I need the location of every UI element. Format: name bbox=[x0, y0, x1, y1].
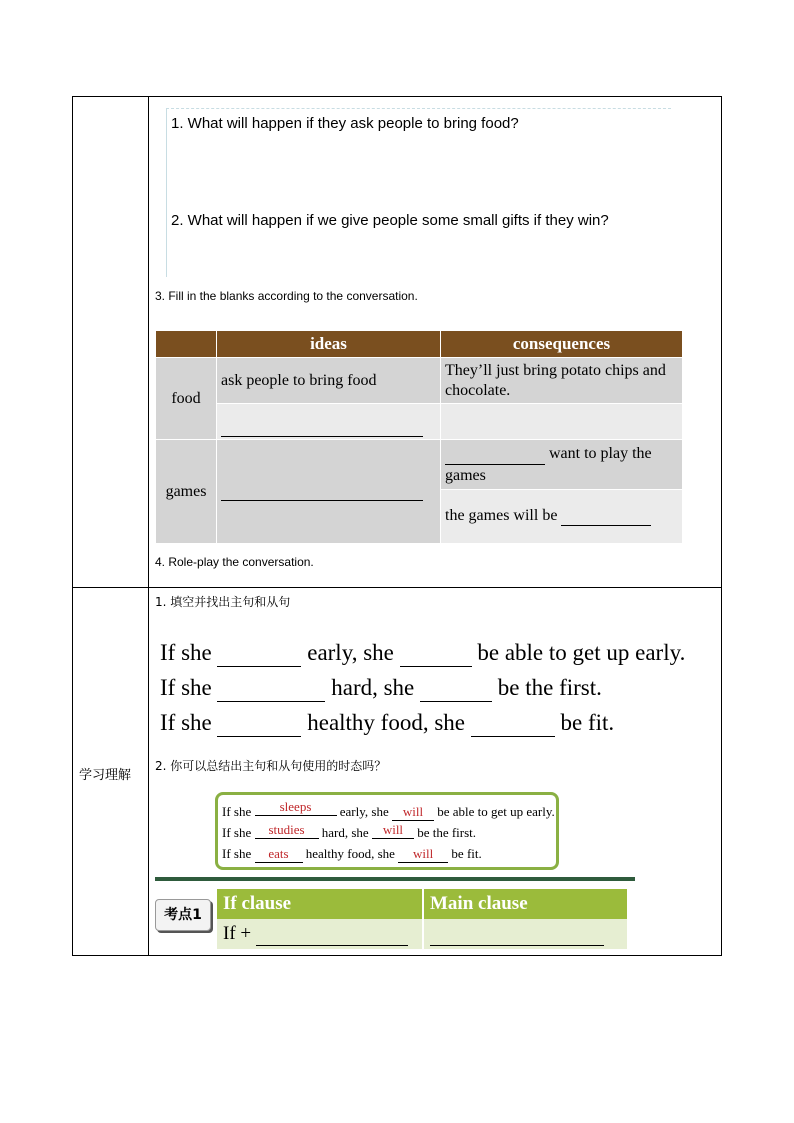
answer-1-fill-1: sleeps bbox=[255, 799, 337, 816]
food-idea-1: ask people to bring food bbox=[217, 358, 441, 404]
header-empty bbox=[156, 331, 217, 358]
column-divider bbox=[148, 97, 149, 955]
step-3-instruction: 3. Fill in the blanks according to the conversation. bbox=[155, 289, 418, 303]
answer-1-post: be able to get up early. bbox=[437, 804, 555, 819]
answer-1-pre: If she bbox=[222, 804, 252, 819]
ideas-consequences-table bbox=[155, 330, 683, 544]
sentence-2 bbox=[160, 675, 602, 702]
answer-3-fill-1: eats bbox=[255, 846, 303, 863]
sentence-2-part-b: hard, she bbox=[331, 675, 415, 700]
sentence-1 bbox=[160, 640, 685, 667]
answer-3-mid: healthy food, she bbox=[305, 846, 395, 861]
answer-2-fill-1: studies bbox=[255, 822, 319, 839]
answer-1-fill-2: will bbox=[392, 804, 434, 821]
section2-step-1: 1. 填空并找出主句和从句 bbox=[155, 595, 291, 609]
section2-step-2: 2. 你可以总结出主句和从句使用的时态吗？ bbox=[155, 759, 387, 773]
games-consequence-2-text: the games will be bbox=[445, 507, 558, 524]
side-label: 学习理解 bbox=[79, 768, 132, 783]
clause-header-main: Main clause bbox=[423, 889, 628, 919]
games-consequence-2[interactable] bbox=[441, 490, 683, 544]
answer-3-fill-2: will bbox=[398, 846, 448, 863]
clause-header-if: If clause bbox=[217, 889, 423, 919]
question-box bbox=[166, 108, 671, 277]
sentence-3-blank-1[interactable] bbox=[217, 710, 301, 737]
answer-line-3 bbox=[222, 846, 482, 863]
step-4-instruction: 4. Role-play the conversation. bbox=[155, 555, 314, 569]
clause-table bbox=[217, 889, 629, 949]
games-idea-blank[interactable] bbox=[217, 440, 441, 544]
question-1: 1. What will happen if they ask people to bring food? bbox=[171, 115, 519, 132]
header-ideas: ideas bbox=[217, 331, 441, 358]
sentence-1-blank-2[interactable] bbox=[400, 640, 472, 667]
sentence-3 bbox=[160, 710, 614, 737]
answer-1-mid: early, she bbox=[339, 804, 389, 819]
sentence-3-part-c: be fit. bbox=[560, 710, 615, 735]
answer-2-mid: hard, she bbox=[321, 825, 369, 840]
games-consequence-1[interactable] bbox=[441, 440, 683, 490]
answer-2-post: be the first. bbox=[417, 825, 477, 840]
sentence-1-part-b: early, she bbox=[307, 640, 394, 665]
answer-2-fill-2: will bbox=[372, 822, 414, 839]
row-label-games: games bbox=[156, 440, 217, 544]
answer-line-2 bbox=[222, 822, 477, 842]
if-clause-prefix: If + bbox=[223, 922, 252, 944]
sentence-1-part-c: be able to get up early. bbox=[477, 640, 686, 665]
header-consequences: consequences bbox=[441, 331, 683, 358]
question-2: 2. What will happen if we give people some small gifts if they win? bbox=[171, 212, 609, 229]
games-consequence-1-text: want to play the games bbox=[445, 445, 652, 484]
sentence-3-part-b: healthy food, she bbox=[307, 710, 465, 735]
sentence-1-part-a: If she bbox=[160, 640, 212, 665]
divider-bar bbox=[155, 877, 635, 881]
sentence-2-blank-1[interactable] bbox=[217, 675, 325, 702]
sentence-3-part-a: If she bbox=[160, 710, 212, 735]
sentence-3-blank-2[interactable] bbox=[471, 710, 555, 737]
answer-3-pre: If she bbox=[222, 846, 252, 861]
main-clause-cell[interactable] bbox=[423, 919, 628, 949]
sentence-2-blank-2[interactable] bbox=[420, 675, 492, 702]
sentence-1-blank-1[interactable] bbox=[217, 640, 301, 667]
answer-2-pre: If she bbox=[222, 825, 252, 840]
sentence-2-part-c: be the first. bbox=[497, 675, 602, 700]
key-point-badge: 考点1 bbox=[155, 899, 211, 931]
food-idea-2-blank[interactable] bbox=[217, 404, 441, 440]
answer-line-1 bbox=[222, 799, 555, 821]
row-label-food: food bbox=[156, 358, 217, 440]
row-divider bbox=[73, 587, 721, 588]
if-clause-cell[interactable] bbox=[217, 919, 423, 949]
food-consequence-1: They’ll just bring potato chips and chocolate. bbox=[441, 358, 683, 404]
sentence-2-part-a: If she bbox=[160, 675, 212, 700]
answer-3-post: be fit. bbox=[451, 846, 482, 861]
food-consequence-2 bbox=[441, 404, 683, 440]
